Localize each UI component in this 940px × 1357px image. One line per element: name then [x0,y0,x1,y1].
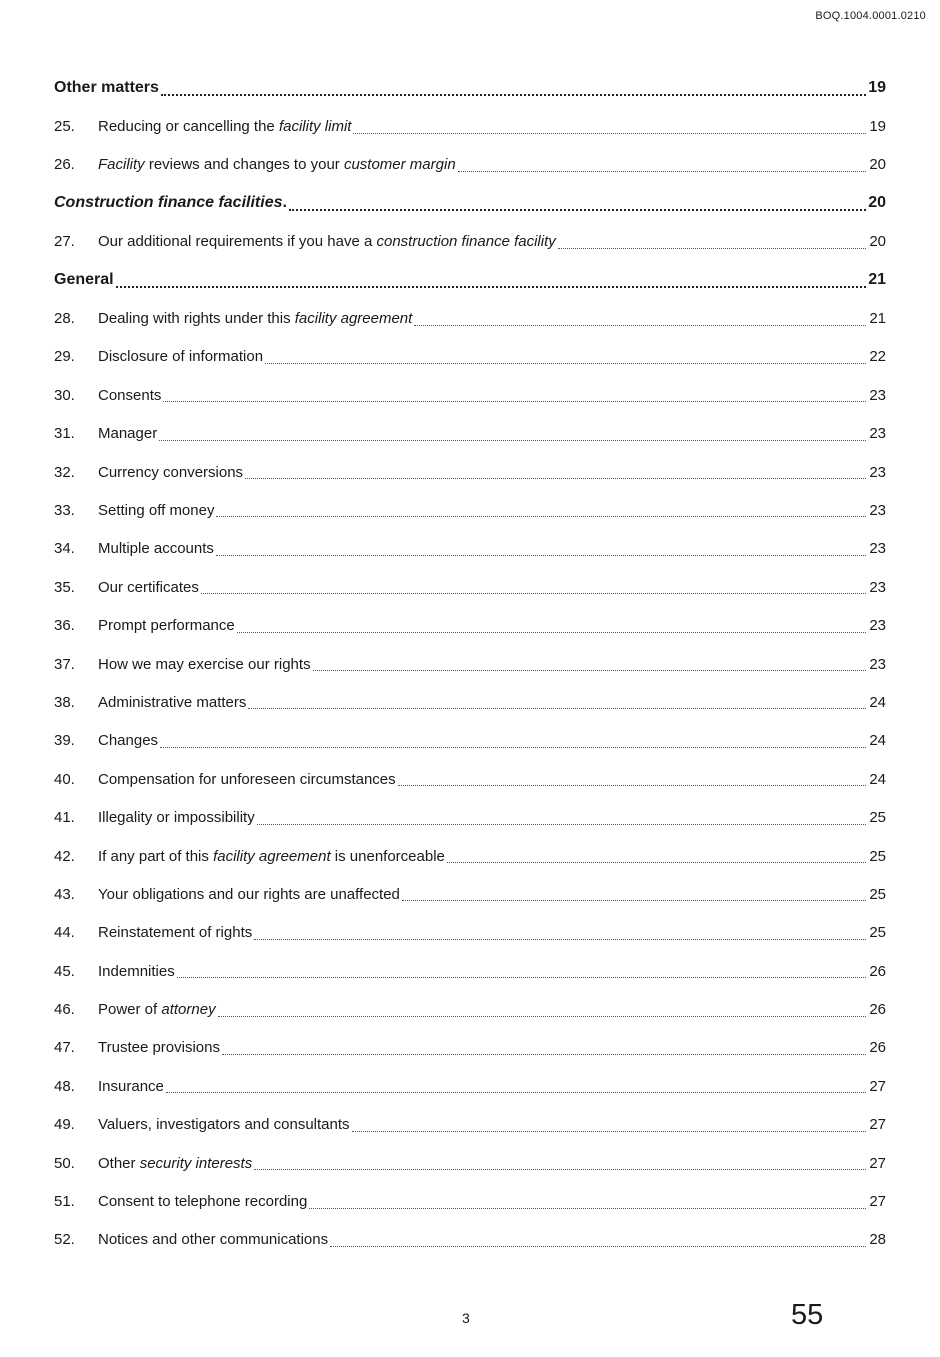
toc-entry-page: 20 [869,156,886,174]
dot-leader [163,386,866,402]
toc-entry-number: 35. [54,578,75,596]
dot-leader [216,501,866,517]
toc-entry-number: 27. [54,233,75,251]
toc-entry-page: 19 [869,118,886,136]
toc-entry [54,798,886,836]
toc-entry-page: 27 [869,1116,886,1134]
dot-leader [458,156,866,172]
title-segment: Power of [98,1001,162,1019]
dot-leader [237,617,866,633]
toc-entry-number: 37. [54,655,75,673]
toc-entry-title [98,465,243,480]
toc-entry-page: 27 [869,1154,886,1172]
toc-entry-title [98,1117,350,1132]
table-of-contents [54,69,886,1259]
title-segment: Trustee provisions [98,1039,220,1057]
title-segment: If any part of this [98,847,214,865]
toc-entry [54,837,886,875]
toc-entry-number: 43. [54,885,75,903]
toc-heading [54,69,886,107]
toc-entry-number: 28. [54,310,75,328]
title-segment: security interests [139,1154,253,1172]
title-segment: Compensation for unforeseen circumstances [98,770,396,788]
toc-entry-title [98,580,199,595]
toc-entry-title [98,1002,216,1017]
toc-entry-title [98,810,255,825]
title-segment: Prompt performance [98,617,235,635]
toc-entry-number: 51. [54,1193,75,1211]
dot-leader [313,655,866,671]
title-segment: is unenforceable [330,847,445,865]
toc-entry-page: 24 [869,693,886,711]
title-segment: Multiple accounts [98,540,214,558]
toc-entry-page: 21 [869,310,886,328]
toc-entry [54,914,886,952]
dot-leader [265,348,866,364]
toc-entry [54,107,886,145]
title-segment: Administrative matters [98,693,247,711]
dot-leader [289,194,866,211]
toc-entry-title [98,541,214,556]
toc-entry [54,722,886,760]
dot-leader [161,79,866,96]
dot-leader [558,233,866,249]
title-segment: construction finance facility [376,233,556,251]
dot-leader [402,885,866,901]
title-segment: facility agreement [294,310,413,328]
dot-leader [330,1231,866,1247]
toc-entry-number: 26. [54,156,75,174]
title-segment: Consents [98,386,162,404]
dot-leader [116,271,866,288]
toc-entry [54,990,886,1028]
toc-entry-number: 49. [54,1116,75,1134]
toc-entry-title [98,157,456,172]
toc-entry [54,376,886,414]
title-segment: Notices and other communications [98,1231,329,1249]
toc-entry-title [98,1079,164,1094]
toc-entry [54,952,886,990]
toc-entry-title [98,119,351,134]
toc-entry-page: 23 [869,578,886,596]
toc-entry-page: 21 [868,271,886,289]
dot-leader [352,1116,866,1132]
toc-entry-number: 47. [54,1039,75,1057]
toc-entry-page: 25 [869,847,886,865]
toc-entry-number: 46. [54,1001,75,1019]
toc-entry-title [98,772,396,787]
dot-leader [159,425,866,441]
toc-entry [54,1029,886,1067]
toc-entry-title [98,1156,252,1171]
toc-entry-title [98,657,311,672]
title-segment: Your obligations and our rights are unaffected [98,885,400,903]
title-segment: Manager [98,425,158,443]
toc-heading [54,184,886,222]
toc-entry [54,491,886,529]
toc-entry-title [98,1040,220,1055]
toc-heading [54,261,886,299]
toc-entry-page: 23 [869,425,886,443]
title-segment: reviews and changes to your [144,156,344,174]
toc-entry [54,299,886,337]
title-segment: facility limit [278,118,352,136]
footer-page-number: 3 [462,1310,470,1326]
toc-entry [54,760,886,798]
toc-entry-page: 23 [869,617,886,635]
toc-entry-number: 48. [54,1077,75,1095]
toc-entry-page: 24 [869,770,886,788]
toc-entry [54,338,886,376]
toc-entry-page: 24 [869,732,886,750]
toc-entry [54,1106,886,1144]
toc-entry-number: 32. [54,463,75,481]
toc-entry-title [54,272,114,288]
toc-entry-number: 39. [54,732,75,750]
dot-leader [398,770,866,786]
dot-leader [254,924,866,940]
toc-entry [54,415,886,453]
toc-entry [54,645,886,683]
toc-entry-number: 30. [54,386,75,404]
toc-entry-page: 28 [869,1231,886,1249]
dot-leader [160,732,866,748]
dot-leader [216,540,866,556]
toc-entry-title [98,426,157,441]
title-segment: Illegality or impossibility [98,809,255,827]
toc-entry-number: 42. [54,847,75,865]
toc-entry-page: 23 [869,386,886,404]
title-segment: customer margin [343,156,456,174]
toc-entry-number: 25. [54,118,75,136]
title-segment: General [54,271,114,289]
dot-leader [447,847,866,863]
toc-entry-page: 19 [868,79,886,97]
title-segment: Disclosure of information [98,348,264,366]
toc-entry-title [98,1194,307,1209]
toc-entry-page: 23 [869,501,886,519]
dot-leader [254,1154,866,1170]
title-segment: Currency conversions [98,463,244,481]
toc-entry-page: 23 [869,655,886,673]
toc-entry-number: 38. [54,693,75,711]
dot-leader [248,693,866,709]
toc-entry [54,223,886,261]
dot-leader [166,1077,866,1093]
toc-entry [54,875,886,913]
toc-entry-page: 26 [869,1039,886,1057]
toc-entry-title [98,349,263,364]
toc-entry-page: 23 [869,463,886,481]
toc-entry [54,606,886,644]
toc-entry-number: 45. [54,962,75,980]
toc-entry-title [98,311,412,326]
dot-leader [177,962,866,978]
toc-entry-page: 26 [869,1001,886,1019]
dot-leader [353,118,866,134]
toc-entry [54,683,886,721]
toc-entry-title [98,733,158,748]
dot-leader [201,578,866,594]
exhibit-number: 55 [791,1299,824,1331]
toc-entry-page: 20 [868,194,886,212]
toc-entry-page: 20 [869,233,886,251]
title-segment: Our additional requirements if you have a [98,233,377,251]
title-segment: How we may exercise our rights [98,655,311,673]
toc-entry-title [98,849,445,864]
dot-leader [245,463,866,479]
title-segment: Changes [98,732,159,750]
toc-entry-page: 26 [869,962,886,980]
title-segment: Facility [98,156,145,174]
title-segment: Reducing or cancelling the [98,118,279,136]
toc-entry-title [98,695,246,710]
dot-leader [414,310,866,326]
title-segment: Insurance [98,1077,164,1095]
toc-entry-title [54,195,287,211]
toc-entry-number: 34. [54,540,75,558]
toc-entry [54,146,886,184]
dot-leader [257,809,866,825]
title-segment: . [282,194,287,212]
title-segment: facility agreement [213,847,331,865]
toc-entry [54,1182,886,1220]
title-segment: Valuers, investigators and consultants [98,1116,350,1134]
toc-entry-title [98,964,175,979]
toc-entry-title [98,925,252,940]
toc-entry-page: 25 [869,924,886,942]
title-segment: Other matters [54,79,159,97]
toc-entry-number: 33. [54,501,75,519]
toc-entry-page: 25 [869,885,886,903]
toc-entry-page: 27 [869,1193,886,1211]
toc-entry [54,1144,886,1182]
toc-entry [54,1067,886,1105]
toc-entry-number: 50. [54,1154,75,1172]
toc-entry [54,453,886,491]
toc-entry-number: 52. [54,1231,75,1249]
title-segment: Indemnities [98,962,175,980]
toc-entry-page: 23 [869,540,886,558]
title-segment: Other [98,1154,140,1172]
toc-entry-page: 27 [869,1077,886,1095]
title-segment: Dealing with rights under this [98,310,295,328]
toc-entry-title [98,503,214,518]
toc-entry-title [98,388,161,403]
toc-entry-number: 41. [54,809,75,827]
toc-entry-title [98,887,400,902]
dot-leader [309,1193,866,1209]
toc-entry-number: 40. [54,770,75,788]
toc-entry-number: 29. [54,348,75,366]
toc-entry-title [98,234,556,249]
toc-entry-title [98,1232,328,1247]
dot-leader [218,1001,866,1017]
title-segment: Our certificates [98,578,199,596]
toc-entry [54,568,886,606]
toc-entry-page: 22 [869,348,886,366]
toc-entry-number: 36. [54,617,75,635]
toc-entry-title [98,618,235,633]
title-segment: Consent to telephone recording [98,1193,308,1211]
toc-entry-page: 25 [869,809,886,827]
title-segment: Reinstatement of rights [98,924,253,942]
toc-entry [54,1221,886,1259]
dot-leader [222,1039,866,1055]
toc-entry-number: 44. [54,924,75,942]
document-ref: BOQ.1004.0001.0210 [815,10,926,22]
toc-entry [54,530,886,568]
title-segment: attorney [161,1001,216,1019]
title-segment: Setting off money [98,501,215,519]
title-segment: Construction finance facilities [54,194,283,212]
toc-entry-title [54,80,159,96]
toc-entry-number: 31. [54,425,75,443]
